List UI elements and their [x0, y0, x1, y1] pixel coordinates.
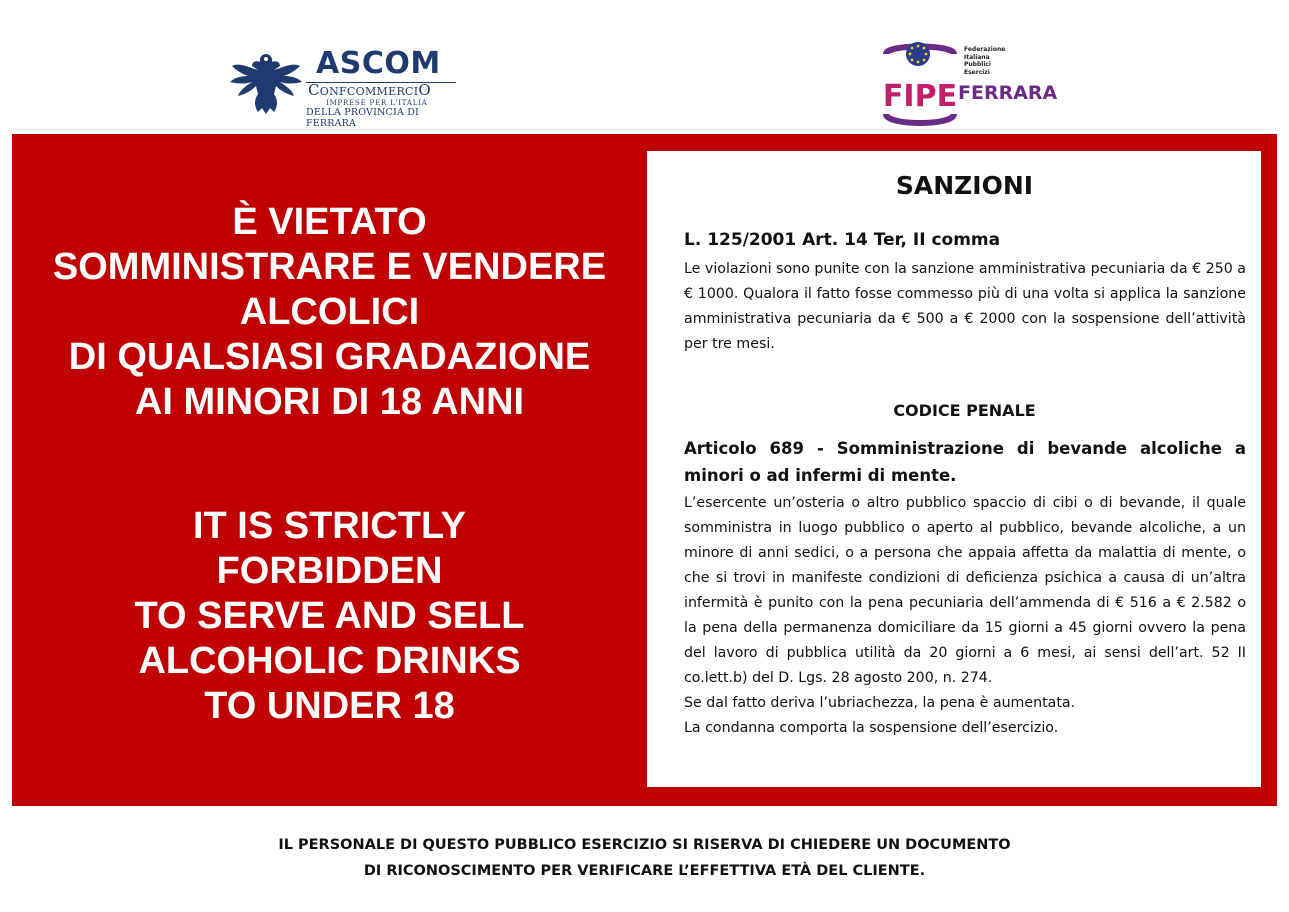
warning-line: FORBIDDEN	[216, 550, 443, 592]
fipe-name-line: Federazione	[964, 46, 1006, 53]
ascom-tagline: IMPRESE PER L'ITALIA	[326, 99, 428, 107]
fipe-name-line: Pubblici	[964, 61, 991, 68]
warning-text	[12, 134, 647, 806]
penal-code-title: CODICE PENALE	[893, 401, 1036, 420]
warning-line: ALCOHOLIC DRINKS	[138, 640, 521, 682]
article-body	[684, 491, 1246, 741]
warning-line: IT IS STRICTLY	[192, 505, 467, 547]
law-reference: L. 125/2001 Art. 14 Ter, II comma	[684, 230, 1001, 250]
warning-line: DI QUALSIASI GRADAZIONE	[68, 336, 591, 378]
confcommercio-label: ConfcommerciO	[308, 81, 431, 99]
fipe-mark	[878, 40, 962, 128]
ascom-name: ASCOM	[316, 46, 441, 81]
closure-text: La condanna comporta la sospensione dell’esercizio.	[684, 720, 1059, 736]
fipe-full-name	[964, 46, 1005, 76]
warning-line: TO SERVE AND SELL	[134, 595, 525, 637]
footer-notice	[0, 832, 1289, 884]
fipe-name-line: Italiana	[964, 53, 990, 61]
footer-line: IL PERSONALE DI QUESTO PUBBLICO ESERCIZIO SI RISERVA DI CHIEDERE UN DOCUMENTO	[278, 837, 1011, 853]
warning-line: AI MINORI DI 18 ANNI	[134, 381, 525, 423]
sanctions-title: SANZIONI	[895, 171, 1034, 200]
fipe-acronym: FIPE	[882, 79, 958, 114]
fipe-city: FERRARA	[958, 82, 1058, 104]
fipe-name-line: Esercizi	[964, 68, 990, 76]
footer-line: DI RICONOSCIMENTO PER VERIFICARE L’EFFETTIVA ETÀ DEL CLIENTE.	[363, 863, 926, 879]
ascom-province: DELLA PROVINCIA DI FERRARA	[306, 107, 420, 129]
law-text: Le violazioni sono punite con la sanzione amministrativa pecuniaria da € 250 a € 1000. Qualora il fatto fosse commesso più di una volta si applica la sanzione amministrativa pecuniaria da € 500 a € 2000 con la sospensione dell’attività per tre mesi.	[684, 261, 1246, 352]
drunkenness-text: Se dal fatto deriva l’ubriachezza, la pena è aumentata.	[684, 695, 1076, 711]
eagle-icon	[228, 48, 304, 120]
article-text: L’esercente un’osteria o altro pubblico spaccio di cibi o di bevande, il quale somministra in luogo pubblico o aperto al pubblico, bevande alcoliche, a un minore di anni sedici, o a persona che appaia affetta da malattia di mente, o che si trovi in manifeste condizioni di deficienza psichica a causa di un’altra infermità è punito con la pena pecuniaria dell’ammenda di € 516 a € 2.582 o la pena della permanenza domiciliare da 15 giorni a 45 giorni ovvero la pena del lavoro di pubblica utilità da 20 giorni a 6 mesi, ai sensi dell’art. 52 II co.lett.b) del D. Lgs. 28 agosto 200, n. 274.	[684, 495, 1246, 686]
warning-line: ALCOLICI	[239, 291, 420, 333]
english-warning	[12, 504, 647, 729]
warning-line: SOMMINISTRARE E VENDERE	[52, 246, 607, 288]
fipe-logo	[878, 40, 1068, 128]
warning-line: È VIETATO	[232, 201, 427, 243]
warning-line: TO UNDER 18	[204, 685, 455, 727]
ascom-logo	[228, 44, 468, 129]
italian-warning	[12, 200, 647, 425]
article-title: Articolo 689 - Somministrazione di bevande alcoliche a minori o ad infermi di mente.	[684, 439, 1246, 485]
